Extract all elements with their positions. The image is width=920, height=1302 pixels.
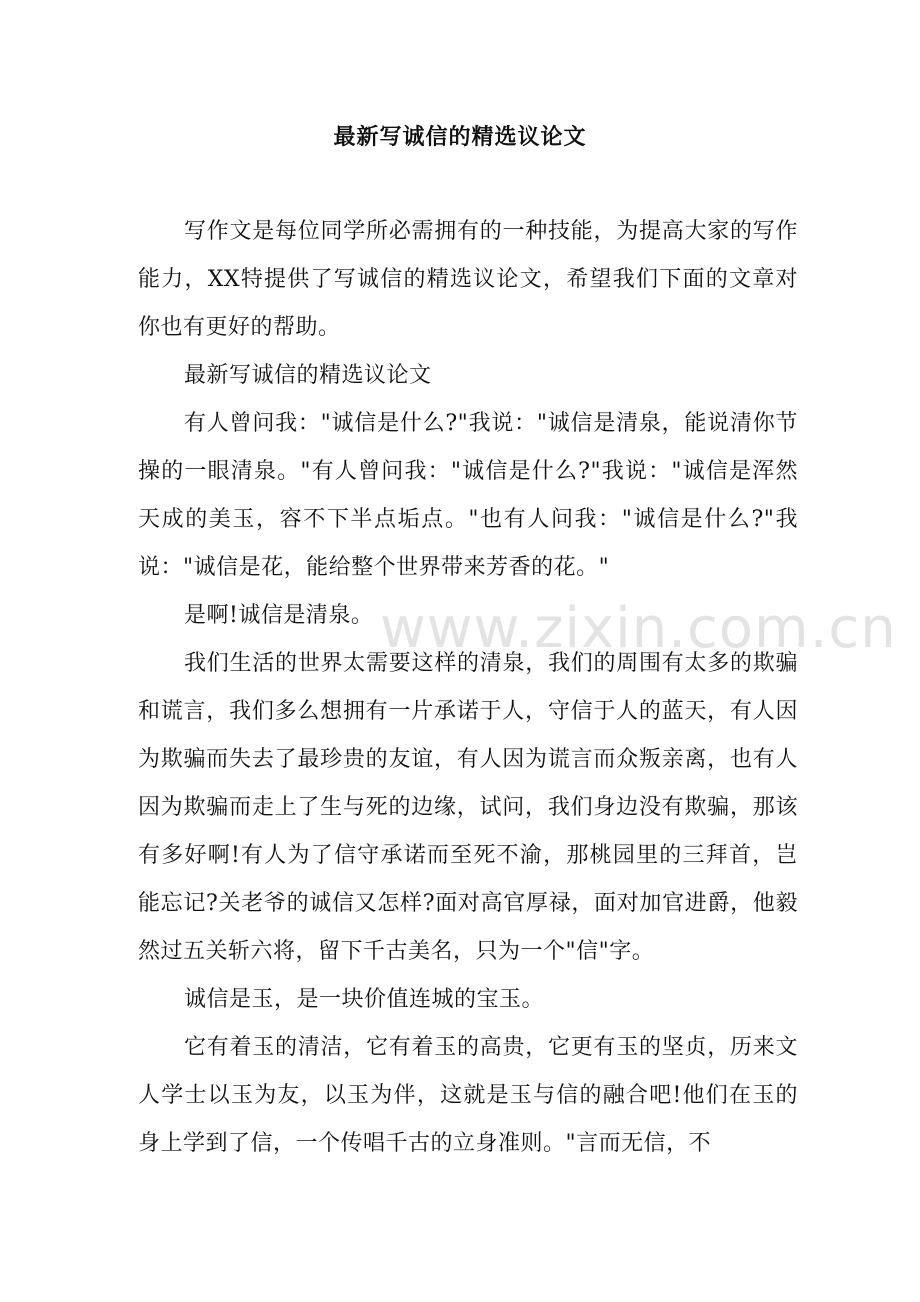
paragraph-spring: 是啊!诚信是清泉。 [184,603,374,628]
document-title: 最新写诚信的精选议论文 [333,124,587,150]
document-body [138,208,798,1168]
paragraph-world: 我们生活的世界太需要这样的清泉，我们的周围有太多的欺骗和谎言，我们多么想拥有一片承诺于人，守信于人的蓝天，有人因为欺骗而失去了最珍贵的友谊，有人因为谎言而众叛亲离，也有人因为欺骗而走上了生与死的边缘，试问，我们身边没有欺骗，那该有多好啊!有人为了信守承诺而至死不渝，那桃园里的三拜首，岂能忘记?关老爷的诚信又怎样?面对高官厚禄，面对加官进爵，他毅然过五关斩六将，留下千古美名，只为一个"信"字。 [138,651,798,964]
paragraph-jade-virtue: 它有着玉的清洁，它有着玉的高贵，它更有玉的坚贞，历来文人学士以玉为友，以玉为伴，这就是玉与信的融合吧!他们在玉的身上学到了信，一个传唱千古的立身准则。"言而无信，不 [138,1035,798,1156]
watermark: www.zixin.com.cn [380,596,897,661]
paragraph-subtitle: 最新写诚信的精选议论文 [184,363,432,388]
paragraph-jade: 诚信是玉，是一块价值连城的宝玉。 [184,987,545,1012]
paragraph-dialogue: 有人曾问我："诚信是什么?"我说："诚信是清泉，能说清你节操的一眼清泉。"有人曾问我："诚信是什么?"我说："诚信是浑然天成的美玉，容不下半点垢点。"也有人问我："诚信是什么?"我说："诚信是花，能给整个世界带来芳香的花。" [138,411,798,580]
paragraph-intro: 写作文是每位同学所必需拥有的一种技能，为提高大家的写作能力，XX特提供了写诚信的精选议论文，希望我们下面的文章对你也有更好的帮助。 [138,219,798,340]
